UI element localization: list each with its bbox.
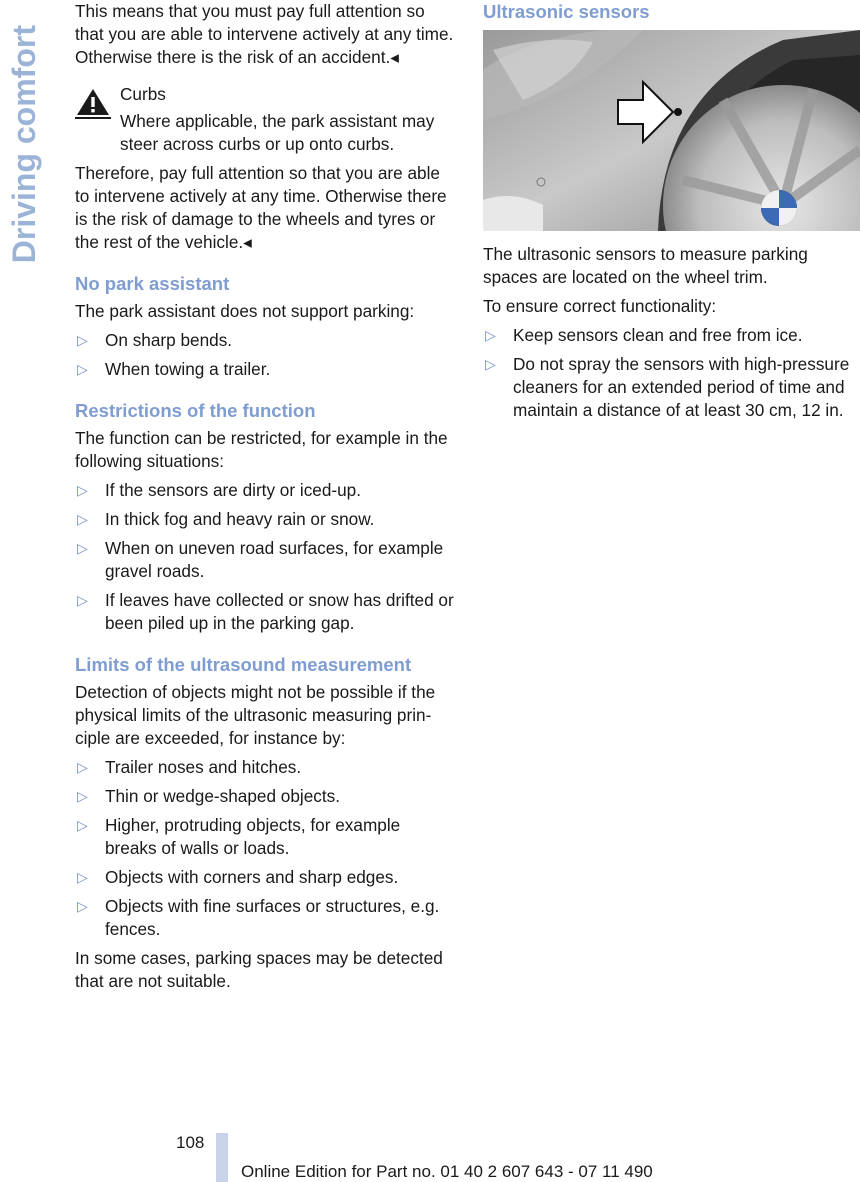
warning-title: Curbs — [120, 84, 166, 104]
list-item-text: Objects with fine surfaces or structures, e.g. fences. — [105, 896, 440, 939]
section-heading-no-park-assistant: No park assistant — [75, 273, 230, 294]
bullet-triangle-icon: ▷ — [485, 356, 496, 372]
list-item-text: In thick fog and heavy rain or snow. — [105, 509, 375, 529]
bullet-triangle-icon: ▷ — [77, 759, 88, 775]
list-item-text: Do not spray the sensors with high-pressure cleaners for an extended period of time and maintain a distance of at least 30 cm, 12 in. — [513, 354, 850, 420]
section-intro: The park assistant does not support parking: — [75, 301, 415, 321]
section-intro: To ensure correct functionality: — [483, 296, 717, 316]
section-heading-ultrasonic-sensors: Ultrasonic sensors — [483, 1, 650, 22]
bullet-triangle-icon: ▷ — [77, 898, 88, 914]
list-item — [75, 358, 455, 381]
section-intro: Detection of objects might not be possible if the physical limits of the ultrasonic measuring prin-ciple are exceeded, for instance by: — [75, 682, 436, 748]
left-column — [75, 0, 455, 999]
right-column — [483, 0, 860, 428]
bullet-triangle-icon: ▷ — [77, 361, 88, 377]
warning-triangle-icon — [75, 87, 111, 119]
list-item — [75, 866, 455, 889]
list-item — [75, 756, 455, 779]
list-item — [483, 324, 860, 347]
bullet-triangle-icon: ▷ — [77, 592, 88, 608]
list-item — [75, 508, 455, 531]
edition-text: Online Edition for Part no. 01 40 2 607 643 - 07 11 490 — [241, 1162, 653, 1181]
list-item-text: On sharp bends. — [105, 330, 233, 350]
warning-text: Where applicable, the park assistant may steer across curbs or up onto curbs. — [120, 111, 435, 154]
section-heading-restrictions: Restrictions of the function — [75, 400, 316, 421]
list-item-text: Thin or wedge-shaped objects. — [105, 786, 341, 806]
list-item — [483, 353, 860, 422]
bullet-triangle-icon: ▷ — [77, 817, 88, 833]
warning-continuation: Therefore, pay full attention so that you are able to intervene actively at any time. Otherwise there is the risk of damage to the wheels and tyres or the rest of the vehicle.◂ — [75, 163, 447, 252]
section-heading-ultrasound-limits: Limits of the ultrasound measurement — [75, 654, 412, 675]
car-wheel-sensor-photo — [483, 30, 860, 231]
footer-bar — [216, 1133, 228, 1182]
list-item — [75, 537, 455, 583]
bullet-triangle-icon: ▷ — [77, 511, 88, 527]
page-number: 108 — [176, 1133, 205, 1152]
list-item — [75, 589, 455, 635]
bullet-triangle-icon: ▷ — [77, 788, 88, 804]
list-item-text: Objects with corners and sharp edges. — [105, 867, 399, 887]
bullet-triangle-icon: ▷ — [485, 327, 496, 343]
section-outro: In some cases, parking spaces may be detected that are not suitable. — [75, 948, 443, 991]
bullet-list — [483, 324, 860, 422]
bullet-list — [75, 756, 455, 941]
warning-block — [75, 83, 455, 156]
bullet-triangle-icon: ▷ — [77, 540, 88, 556]
list-item-text: If the sensors are dirty or iced-up. — [105, 480, 362, 500]
list-item — [75, 785, 455, 808]
car-wheel-illustration — [483, 30, 860, 231]
list-item-text: Higher, protruding objects, for example breaks of walls or loads. — [105, 815, 401, 858]
list-item — [75, 895, 455, 941]
list-item-text: Keep sensors clean and free from ice. — [513, 325, 803, 345]
list-item-text: If leaves have collected or snow has drifted or been piled up in the parking gap. — [105, 590, 454, 633]
bullet-triangle-icon: ▷ — [77, 332, 88, 348]
list-item-text: When on uneven road surfaces, for example gravel roads. — [105, 538, 444, 581]
bullet-list — [75, 329, 455, 381]
intro-paragraph: This means that you must pay full attention so that you are able to intervene actively at any time. Otherwise there is the risk of an accident.◂ — [75, 1, 454, 67]
list-item-text: When towing a trailer. — [105, 359, 271, 379]
section-intro: The function can be restricted, for example in the following situations: — [75, 428, 448, 471]
bullet-triangle-icon: ▷ — [77, 482, 88, 498]
sensor-description: The ultrasonic sensors to measure parking spaces are located on the wheel trim. — [483, 244, 808, 287]
bullet-list — [75, 479, 455, 635]
list-item — [75, 814, 455, 860]
list-item — [75, 479, 455, 502]
chapter-title: Driving comfort — [6, 25, 42, 264]
list-item-text: Trailer noses and hitches. — [105, 757, 302, 777]
list-item — [75, 329, 455, 352]
bullet-triangle-icon: ▷ — [77, 869, 88, 885]
